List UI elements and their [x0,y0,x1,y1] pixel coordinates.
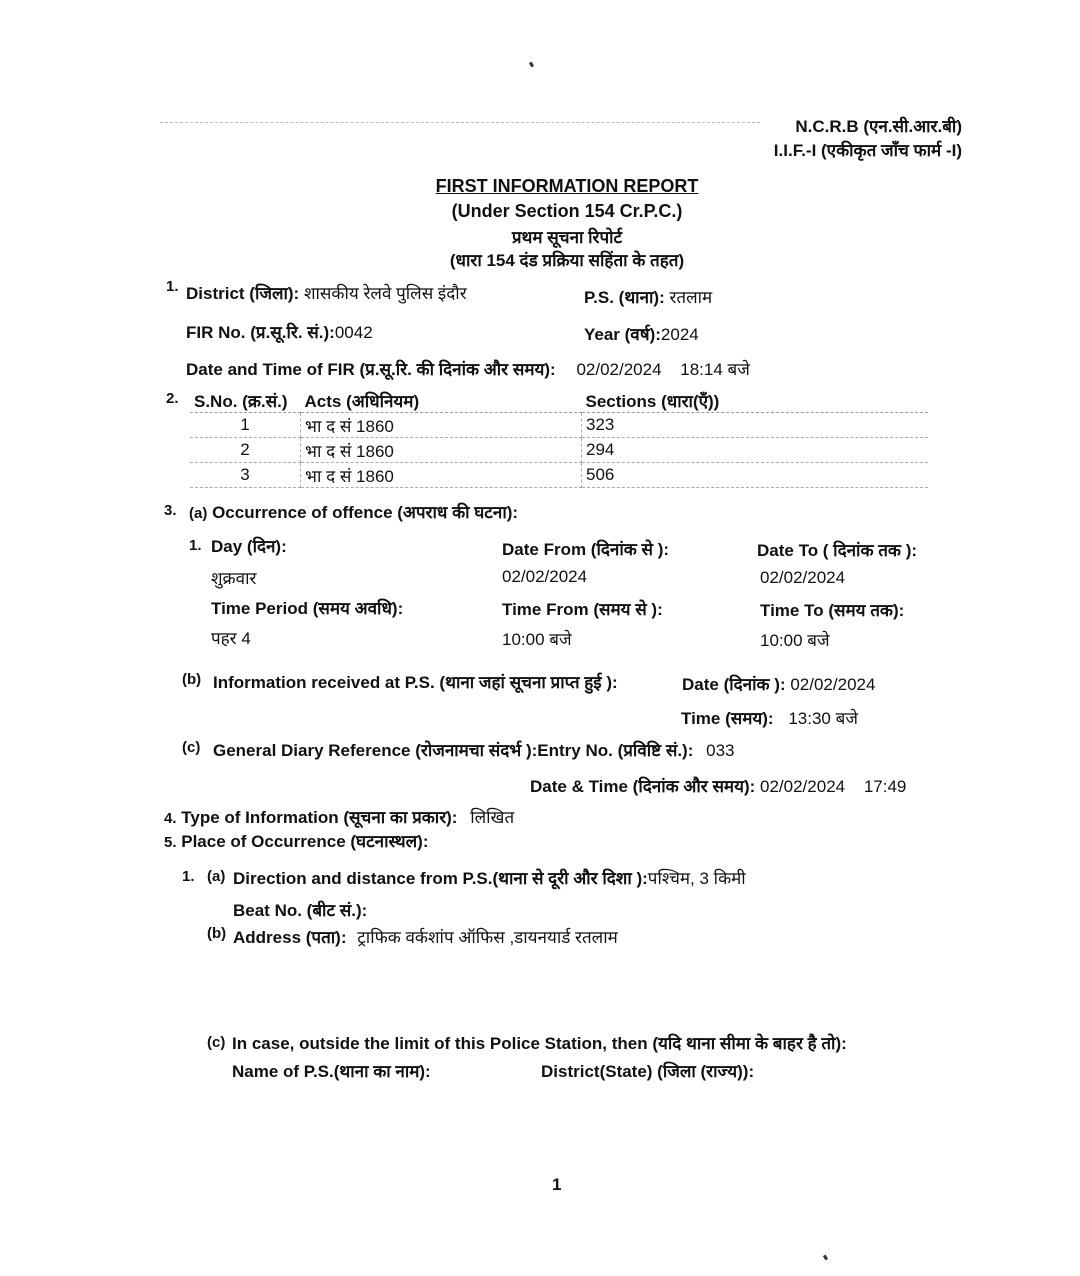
info-received-date-row [682,672,875,695]
time-to-value: 10:00 बजे [760,631,830,650]
report-title: FIRST INFORMATION REPORT [435,176,699,196]
info-received-time-value: 13:30 बजे [788,709,858,728]
time-period-label: Time Period (समय अवधि): [211,599,404,618]
report-hindi-section: (धारा 154 दंड प्रक्रिया सहिंता के तहत) [449,251,685,270]
gd-row [213,738,734,761]
district-row [186,281,467,304]
info-received-date-label: Date (दिनांक ): [682,675,786,694]
row-sno: 3 [190,463,301,488]
place-row [164,829,429,852]
day-label: Day (दिन): [211,537,287,556]
place-sub-number: 1. [182,868,195,885]
section-5-number: 5. [164,834,177,851]
row-act: भा द सं 1860 [301,413,582,438]
fir-datetime-row [186,357,750,380]
report-hindi-title: प्रथम सूचना रिपोर्ट [511,228,623,247]
fir-value: 0042 [334,323,373,342]
year-value: 2024 [660,325,699,344]
fir-time-value: 18:14 बजे [680,360,750,379]
year-label: Year (वर्ष): [584,325,661,344]
address-row [233,925,618,948]
direction-row [233,866,746,889]
ps-row [584,285,712,308]
beat-label: Beat No. (बीट सं.): [233,901,368,920]
gd-c-label: (c) [182,739,201,756]
ps-value: रतलाम [669,288,713,307]
fir-label: FIR No. (प्र.सू.रि. सं.): [186,323,335,342]
report-under-section: (Under Section 154 Cr.P.C.) [451,201,683,221]
occurrence-heading [189,500,518,523]
col-sno: S.No. (क्र.सं.) [190,388,301,413]
time-period-value: पहर 4 [211,629,251,648]
table-row [190,463,928,488]
time-from-value: 10:00 बजे [502,630,572,649]
occurrence-sub-number: 1. [189,537,202,554]
info-type-label: Type of Information (सूचना का प्रकार): [181,808,458,827]
fir-date-value: 02/02/2024 [576,360,662,379]
section-4-number: 4. [164,810,177,827]
address-value: ट्राफिक वर्कशांप ऑफिस ,डायनयार्ड रतलाम [357,928,618,947]
info-received-time-row [681,706,858,729]
acts-table-header-row [190,388,928,413]
address-label: Address (पता): [233,928,347,947]
col-sections: Sections (धारा(एँ)) [582,388,929,413]
year-row [584,322,699,345]
acts-table [190,388,928,488]
ps-label: P.S. (थाना): [584,288,665,307]
outside-limit-text: In case, outside the limit of this Police Station, then (यदि थाना सीमा के बाहर है तो): [232,1034,847,1053]
direction-value: पश्चिम, 3 किमी [647,869,746,888]
date-from-label: Date From (दिनांक से ): [502,540,670,559]
scan-speck [529,62,534,68]
time-from-label: Time From (समय से ): [502,600,663,619]
gd-datetime-row [530,774,906,797]
row-sno: 2 [190,438,301,463]
row-section: 323 [582,413,929,438]
info-received-b-label: (b) [182,671,202,688]
row-act: भा द सं 1860 [301,463,582,488]
time-to-label: Time To (समय तक): [760,601,905,620]
row-section: 294 [582,438,929,463]
fir-datetime-label: Date and Time of FIR (प्र.सू.रि. की दिनांक और समय): [186,360,556,379]
outside-ps-name-label: Name of P.S.(थाना का नाम): [232,1062,431,1081]
occurrence-a-label: (a) [189,505,208,522]
district-label: District (जिला): [186,284,300,303]
date-to-label: Date To ( दिनांक तक ): [757,541,918,560]
ncrb-code: N.C.R.B (एन.सी.आर.बी) [795,117,962,136]
info-received-date-value: 02/02/2024 [790,675,876,694]
info-type-row [164,805,514,828]
table-row [190,413,928,438]
table-row [190,438,928,463]
section-2-number: 2. [166,390,179,407]
fir-row [186,320,373,343]
gd-entry-value: 033 [706,741,735,760]
date-to-value: 02/02/2024 [760,568,846,587]
info-received-text: Information received at P.S. (थाना जहां सूचना प्राप्त हुई ): [213,673,618,692]
gd-entry-label: Entry No. (प्रविष्टि सं.): [537,741,694,760]
day-value: शुक्रवार [211,569,257,588]
gd-datetime-date: 02/02/2024 [760,777,846,796]
place-label: Place of Occurrence (घटनास्थल): [181,832,429,851]
direction-a-label: (a) [207,868,226,885]
row-act: भा द सं 1860 [301,438,582,463]
row-sno: 1 [190,413,301,438]
info-received-time-label: Time (समय): [681,709,774,728]
district-value: शासकीय रेलवे पुलिस इंदौर [303,284,467,303]
gd-text: General Diary Reference (रोजनामचा संदर्भ ): [213,741,538,760]
info-type-value: लिखित [470,808,515,827]
date-from-value: 02/02/2024 [502,567,588,586]
outside-district-state-label: District(State) (जिला (राज्य)): [541,1062,755,1081]
section-1-number: 1. [166,278,179,295]
scan-speck [823,1255,828,1261]
iif-code: I.I.F.-I (एकीकृत जाँच फार्म -I) [773,141,962,160]
gd-datetime-label: Date & Time (दिनांक और समय): [530,777,756,796]
section-3-number: 3. [164,502,177,519]
outside-c-label: (c) [207,1034,226,1051]
address-b-label: (b) [207,925,227,942]
direction-label: Direction and distance from P.S.(थाना से दूरी और दिशा ): [233,869,648,888]
page-number: 1 [552,1175,562,1194]
row-section: 506 [582,463,929,488]
occurrence-title: Occurrence of offence (अपराध की घटना): [212,503,519,522]
col-acts: Acts (अधिनियम) [301,388,582,413]
gd-datetime-time: 17:49 [863,777,907,796]
header-rule [160,122,760,123]
